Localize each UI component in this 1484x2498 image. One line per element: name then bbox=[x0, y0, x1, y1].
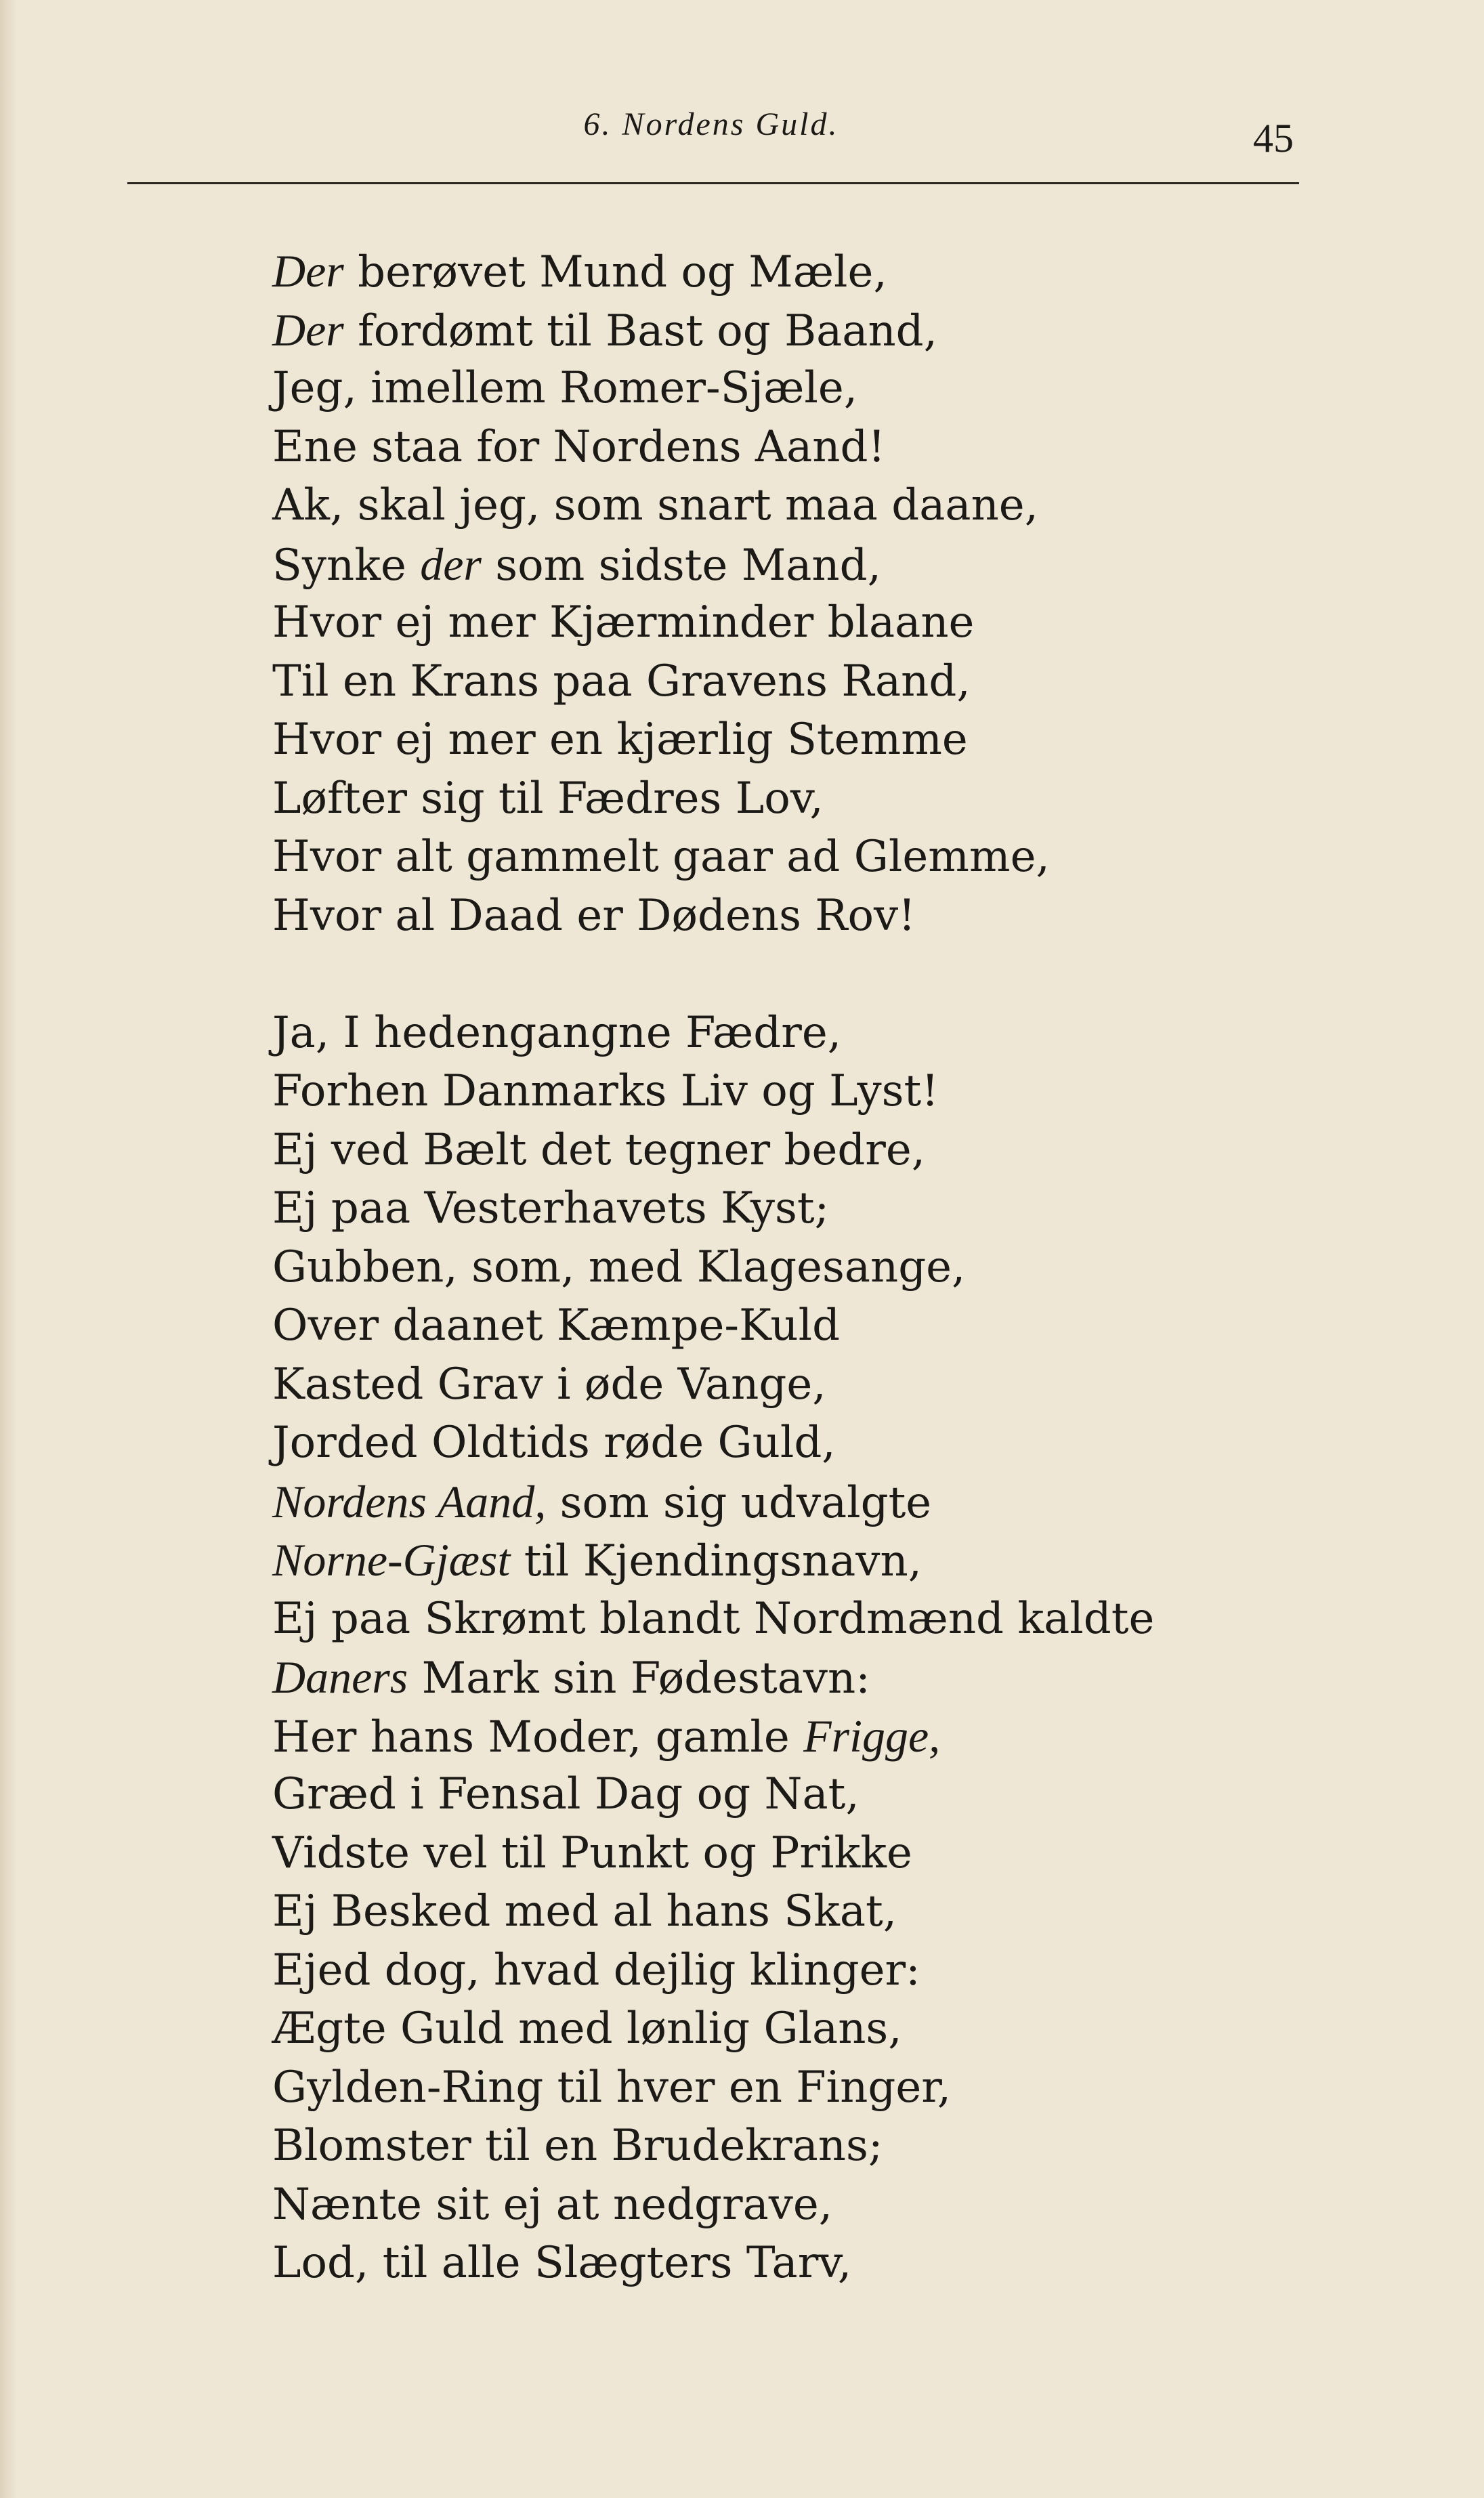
verse-italic-text: Norne-Gjæst bbox=[272, 1534, 511, 1586]
verse-text: Hvor al Daad er Dødens Rov! bbox=[272, 890, 916, 941]
verse-text: Over daanet Kæmpe-Kuld bbox=[272, 1300, 841, 1351]
verse-line bbox=[272, 1590, 1424, 1649]
verse-text: Hvor ej mer Kjærminder blaane bbox=[272, 597, 975, 648]
verse-text: Ejed dog, hvad dejlig klinger: bbox=[272, 1945, 920, 1995]
verse-line bbox=[272, 1941, 1424, 2000]
verse-line bbox=[272, 418, 1424, 477]
verse-text: Ej Besked med al hans Skat, bbox=[272, 1886, 897, 1936]
running-head bbox=[129, 102, 1294, 183]
verse-line bbox=[272, 711, 1424, 769]
verse-text: berøvet Mund og Mæle, bbox=[343, 247, 887, 297]
page-binding-edge bbox=[0, 0, 18, 2498]
poem-body bbox=[272, 242, 1424, 2293]
verse-line bbox=[272, 1238, 1424, 1297]
verse-text: Hvor alt gammelt gaar ad Glemme, bbox=[272, 832, 1050, 882]
verse-line bbox=[272, 359, 1424, 418]
verse-line bbox=[272, 1004, 1424, 1063]
page-number: 45 bbox=[1253, 116, 1294, 161]
verse-line bbox=[272, 1062, 1424, 1121]
verse-text: Jorded Oldtids røde Guld, bbox=[272, 1418, 836, 1468]
verse-italic-text: Daners bbox=[272, 1651, 408, 1703]
verse-line bbox=[272, 2234, 1424, 2293]
verse-text: Jeg, imellem Romer-Sjæle, bbox=[272, 363, 858, 413]
verse-line bbox=[272, 2058, 1424, 2117]
verse-line bbox=[272, 242, 1424, 301]
verse-text: Forhen Danmarks Liv og Lyst! bbox=[272, 1066, 939, 1116]
verse-line bbox=[272, 2117, 1424, 2176]
verse-italic-text: Nordens Aand, bbox=[272, 1475, 547, 1527]
verse-text: Ej paa Vesterhavets Kyst; bbox=[272, 1183, 830, 1233]
verse-text: som sidste Mand, bbox=[481, 540, 881, 591]
verse-line bbox=[272, 1121, 1424, 1180]
verse-italic-text: der bbox=[420, 538, 482, 590]
verse-line bbox=[272, 1531, 1424, 1590]
verse-text: Lod, til alle Slægters Tarv, bbox=[272, 2238, 852, 2288]
verse-line bbox=[272, 1882, 1424, 1941]
verse-text: Ægte Guld med lønlig Glans, bbox=[272, 2004, 902, 2054]
verse-text: Mark sin Fødestavn: bbox=[408, 1653, 870, 1703]
verse-text: Vidste vel til Punkt og Prikke bbox=[272, 1827, 912, 1878]
verse-text: Løfter sig til Fædres Lov, bbox=[272, 773, 824, 824]
verse-line bbox=[272, 593, 1424, 652]
verse-line bbox=[272, 1999, 1424, 2058]
verse-line bbox=[272, 828, 1424, 887]
verse-line bbox=[272, 887, 1424, 946]
verse-text: Græd i Fensal Dag og Nat, bbox=[272, 1769, 860, 1819]
verse-text: som sig udvalgte bbox=[546, 1477, 932, 1528]
verse-text: Ak, skal jeg, som snart maa daane, bbox=[272, 480, 1038, 530]
verse-text: Gylden-Ring til hver en Finger, bbox=[272, 2062, 952, 2113]
verse-text: Ej paa Skrømt blandt Nordmænd kaldte bbox=[272, 1593, 1155, 1644]
verse-line bbox=[272, 1355, 1424, 1414]
running-title: 6. Nordens Guld. bbox=[583, 106, 839, 142]
verse-text: Ene staa for Nordens Aand! bbox=[272, 421, 886, 472]
verse-line bbox=[272, 1648, 1424, 1707]
verse-text: Til en Krans paa Gravens Rand, bbox=[272, 656, 971, 706]
verse-italic-text: Der bbox=[272, 245, 344, 297]
verse-line bbox=[272, 769, 1424, 828]
verse-text: Blomster til en Brudekrans; bbox=[272, 2121, 883, 2171]
verse-text: til Kjendingsnavn, bbox=[510, 1536, 923, 1586]
verse-line bbox=[272, 1473, 1424, 1531]
verse-text: Her hans Moder, gamle bbox=[272, 1712, 804, 1762]
verse-line bbox=[272, 1179, 1424, 1238]
verse-line bbox=[272, 301, 1424, 360]
stanza-break bbox=[272, 945, 1424, 1004]
header-rule bbox=[127, 182, 1299, 184]
verse-text: Hvor ej mer en kjærlig Stemme bbox=[272, 715, 968, 765]
verse-line bbox=[272, 535, 1424, 594]
verse-text: fordømt til Bast og Baand, bbox=[343, 305, 937, 356]
verse-italic-text: Der bbox=[272, 303, 344, 356]
verse-line bbox=[272, 1707, 1424, 1766]
verse-text: Gubben, som, med Klagesange, bbox=[272, 1242, 966, 1292]
verse-line bbox=[272, 1824, 1424, 1883]
verse-text: Ja, I hedengangne Fædre, bbox=[272, 1007, 842, 1058]
verse-line bbox=[272, 1414, 1424, 1473]
verse-text: Nænte sit ej at nedgrave, bbox=[272, 2179, 833, 2230]
verse-line bbox=[272, 1765, 1424, 1824]
verse-line bbox=[272, 652, 1424, 711]
verse-italic-text: Frigge, bbox=[803, 1710, 941, 1762]
verse-text: Synke bbox=[272, 540, 421, 591]
verse-line bbox=[272, 1296, 1424, 1355]
verse-text: Ej ved Bælt det tegner bedre, bbox=[272, 1124, 926, 1175]
verse-line bbox=[272, 476, 1424, 535]
verse-line bbox=[272, 2176, 1424, 2235]
verse-text: Kasted Grav i øde Vange, bbox=[272, 1359, 826, 1410]
